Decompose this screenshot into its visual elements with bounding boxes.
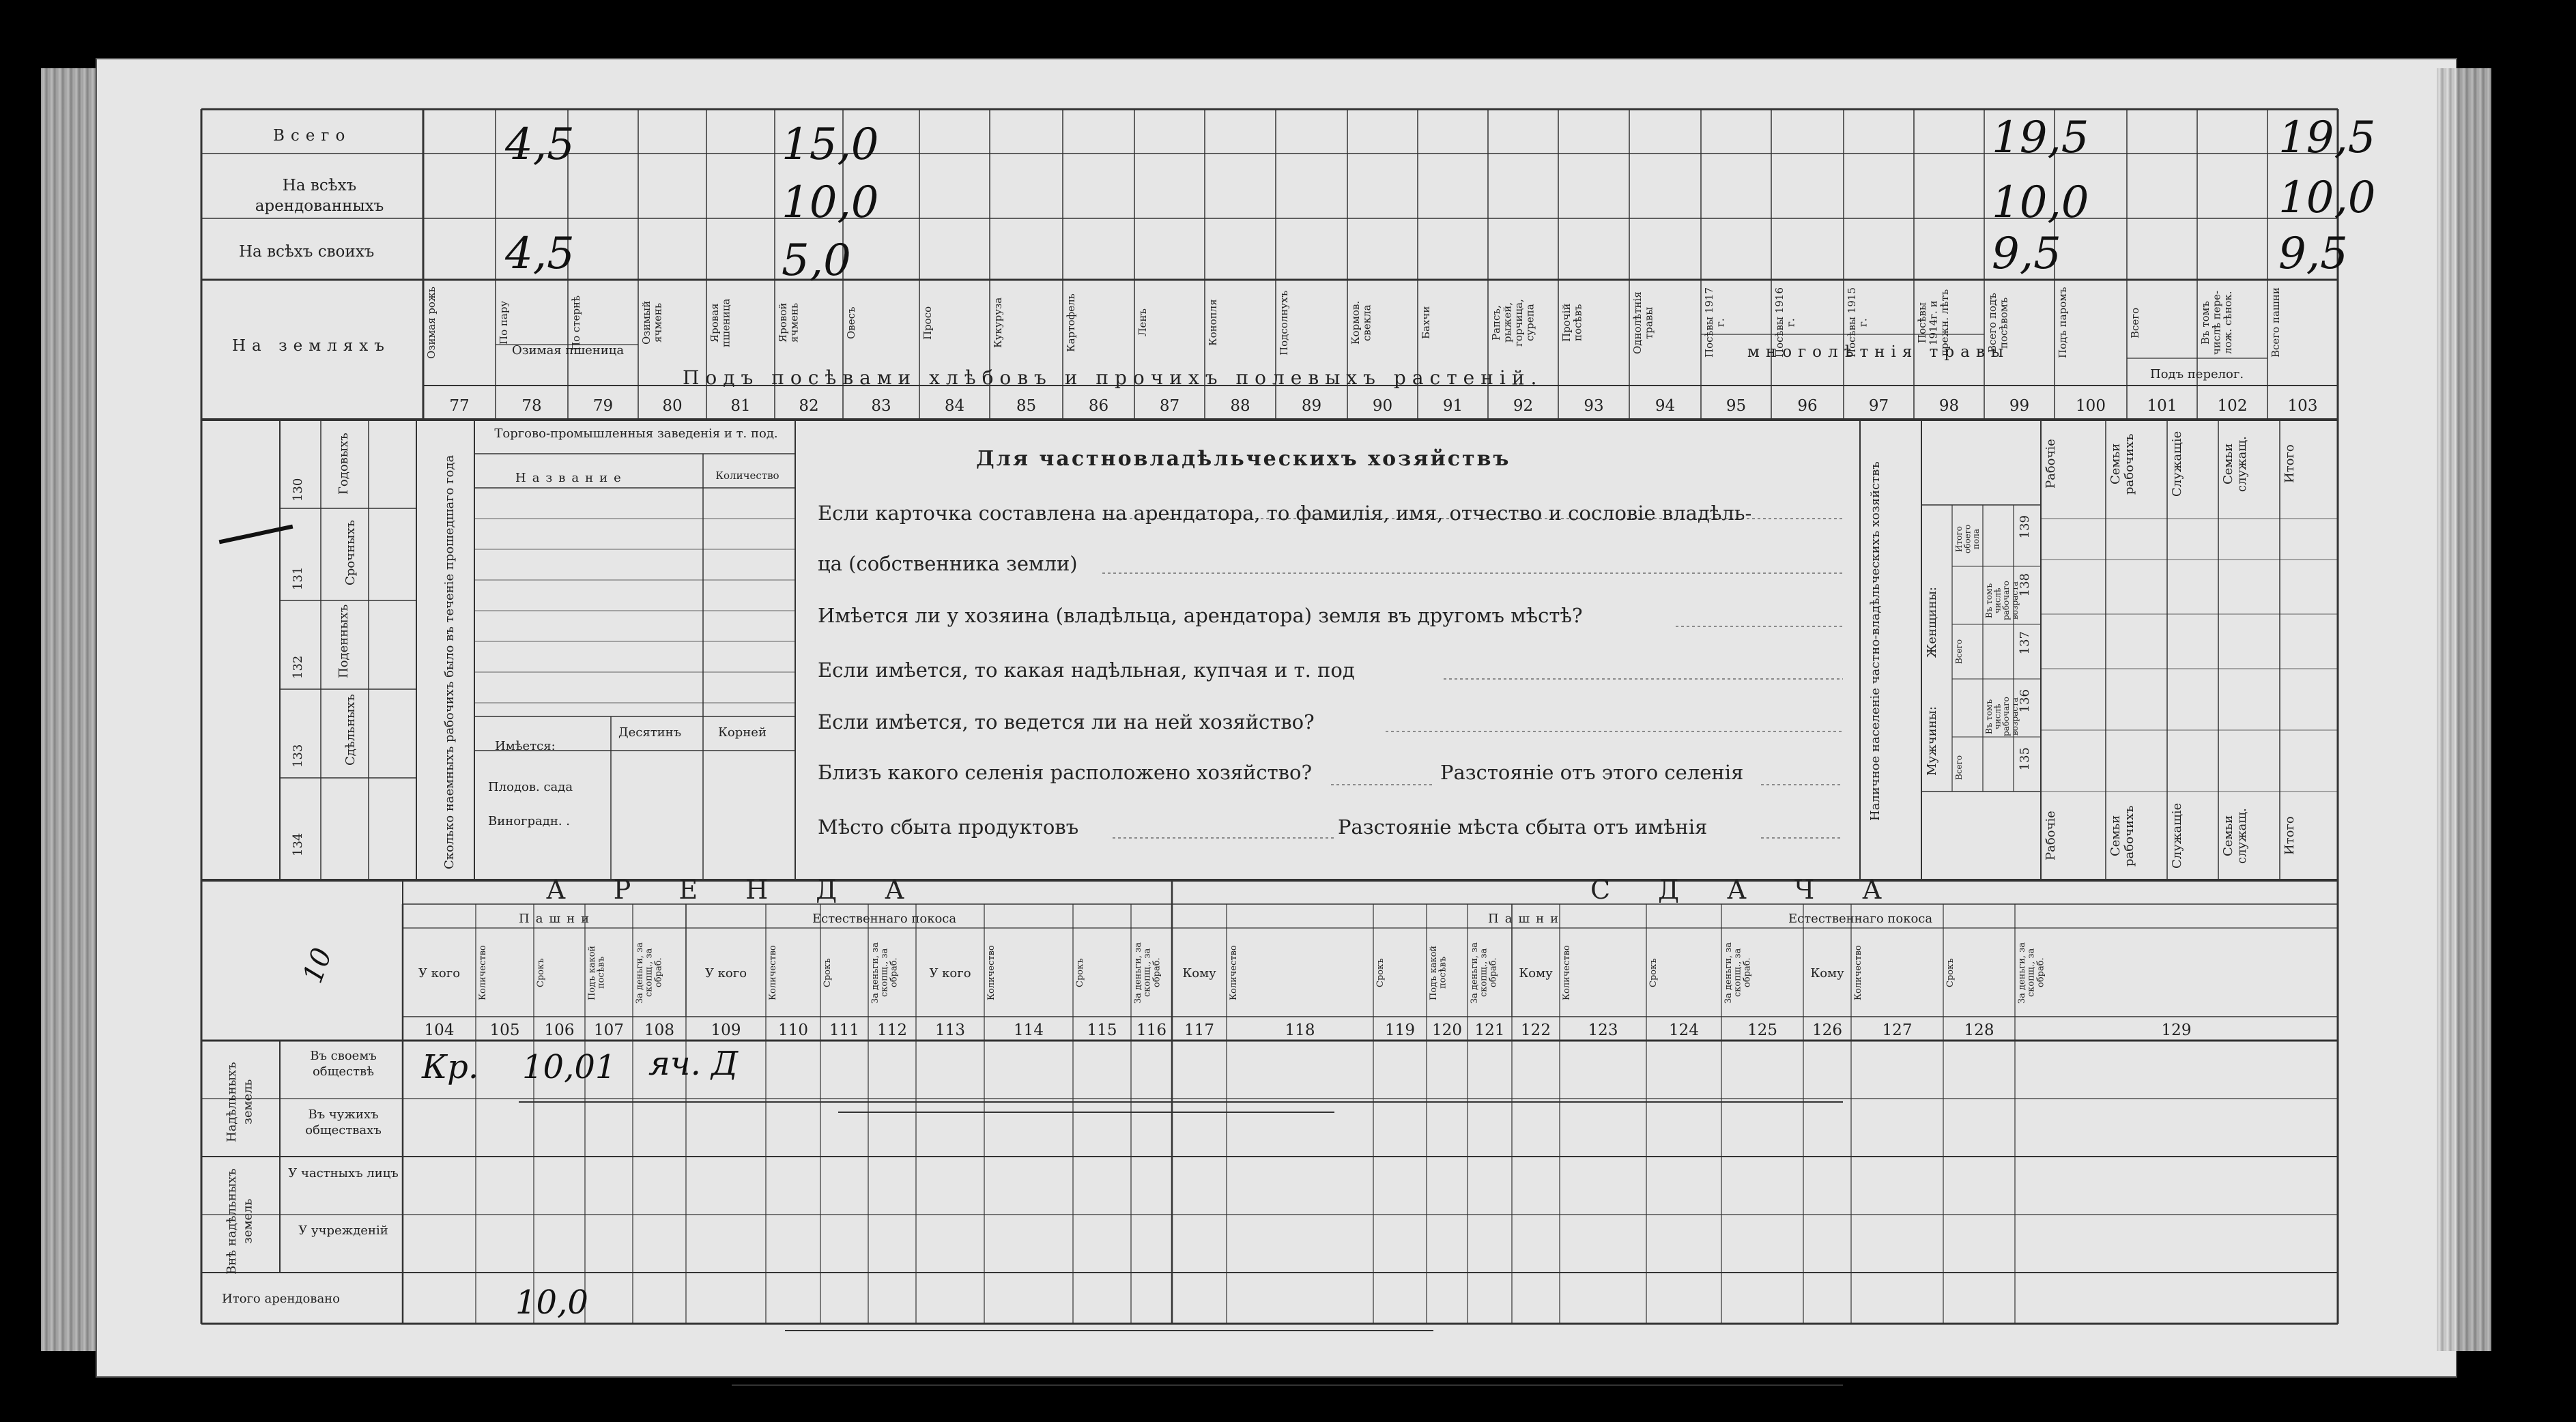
worker-col-label-131: Срочныхъ (343, 520, 358, 585)
right-col-bot-2: Семьи рабочихъ (2108, 805, 2136, 867)
bottom-col-number-122: 122 (1521, 1021, 1551, 1039)
worker-col-num-130: 130 (291, 478, 305, 502)
bottom-header-19: Кому (1519, 966, 1553, 981)
under-fallow-label: Подъ перелог. (2150, 367, 2244, 381)
bottom-col-number-110: 110 (778, 1021, 808, 1039)
bottom-header-11: Количество (986, 945, 997, 1000)
top-col-number-93: 93 (1584, 397, 1604, 415)
top-col-number-91: 91 (1442, 397, 1463, 415)
row-label-own: На всѣхъ своихъ (239, 243, 375, 261)
top-header-13: Подсолнухъ (1278, 290, 1290, 356)
right-col-bot-1: Рабочіе (2044, 811, 2058, 861)
hw-rent-crop: яч. Д (648, 1045, 739, 1083)
pop-num-138: 138 (2018, 573, 2032, 597)
top-col-number-85: 85 (1016, 397, 1037, 415)
question-3: Имѣется ли у хозяина (владѣльца, арендатора) земля въ другомъ мѣстѣ? (818, 604, 1583, 627)
right-col-bot-4: Семьи служащ. (2221, 808, 2249, 864)
bottom-col-number-116: 116 (1136, 1021, 1167, 1039)
worker-col-num-131: 131 (291, 566, 305, 590)
top-header-18: Однолѣтнія травы (1631, 291, 1655, 354)
bottom-header-7: Количество (768, 945, 778, 1000)
bottom-col-number-117: 117 (1184, 1021, 1214, 1039)
sdacha-pokos: Естественнаго покоса (1788, 912, 1933, 926)
population-title: Наличное населеніе частно-владѣльческихъ хозяйствъ (1868, 461, 1883, 822)
pop-men-working: Въ томъ числѣ рабочаго возраста (1984, 697, 2020, 736)
bottom-header-18: За деньги, за скопщ., за обраб. (1470, 942, 1499, 1004)
bottom-header-20: Количество (1562, 945, 1572, 1000)
bottom-header-4: Подъ какой посѣвъ (587, 945, 607, 1000)
top-header-3: По стернѣ (570, 295, 582, 351)
non-allotment-lands-label: Внѣ надѣльныхъ земель (225, 1168, 255, 1275)
hw-total-sown: 19,5 (1992, 113, 2089, 163)
top-col-number-84: 84 (944, 397, 965, 415)
pop-both-sexes: Итого обоего пола (1954, 524, 1981, 554)
bottom-col-number-119: 119 (1385, 1021, 1415, 1039)
right-col-bot-3: Служащіе (2170, 802, 2184, 869)
question-5: Если имѣется, то ведется ли на ней хозяйство? (818, 710, 1315, 734)
top-col-number-86: 86 (1088, 397, 1109, 415)
row-label-lands: На земляхъ (232, 337, 390, 355)
arenda-pokos: Естественнаго покоса (812, 912, 957, 926)
under-crops-label: Подъ посѣвами хлѣбовъ и прочихъ полевыхъ растеній. (683, 366, 1543, 389)
top-header-15: Бахчи (1420, 306, 1432, 340)
top-header-7: Овесъ (845, 306, 857, 339)
top-col-number-95: 95 (1726, 397, 1747, 415)
hw-margin-note: 10 (297, 944, 339, 987)
worker-col-label-132: Поденныхъ (337, 604, 351, 679)
bottom-col-number-128: 128 (1964, 1021, 1994, 1039)
bottom-header-26: За деньги, за скопщ., за обраб. (2017, 942, 2046, 1004)
sdacha-header: СДАЧА (1590, 875, 1930, 905)
row-other-communities: Въ чужихъ обществахъ (305, 1107, 382, 1138)
worker-col-num-134: 134 (291, 832, 305, 856)
top-col-number-90: 90 (1372, 397, 1393, 415)
bottom-col-number-107: 107 (594, 1021, 624, 1039)
top-col-number-99: 99 (2009, 397, 2030, 415)
top-col-number-92: 92 (1513, 397, 1534, 415)
pop-women-total: Всего (1954, 639, 1964, 665)
top-col-number-79: 79 (592, 397, 614, 415)
bottom-col-number-106: 106 (544, 1021, 575, 1039)
bottom-header-13: За деньги, за скопщ., за обраб. (1133, 942, 1162, 1004)
top-col-number-88: 88 (1230, 397, 1250, 415)
top-col-number-81: 81 (730, 397, 751, 415)
top-col-number-77: 77 (449, 397, 470, 415)
has-label: Имѣется: (495, 739, 556, 753)
bottom-header-22: За деньги, за скопщ., за обраб. (1723, 942, 1753, 1004)
bottom-header-24: Количество (1853, 945, 1863, 1000)
hw-total-rye: 4,5 (505, 119, 575, 170)
arenda-header: АРЕНДА (546, 875, 952, 905)
top-col-number-87: 87 (1159, 397, 1180, 415)
hw-own-plough: 9,5 (2278, 229, 2348, 279)
bottom-col-number-108: 108 (644, 1021, 674, 1039)
worker-col-num-133: 133 (291, 744, 305, 768)
pop-num-137: 137 (2018, 631, 2032, 655)
top-col-number-83: 83 (871, 397, 891, 415)
bottom-col-number-121: 121 (1474, 1021, 1505, 1039)
bottom-header-2: Количество (478, 945, 488, 1000)
top-header-27: Всего пашни (2270, 287, 2282, 358)
top-header-9: Кукуруза (992, 297, 1004, 349)
pop-women-working: Въ томъ числѣ рабочаго возраста (1984, 581, 2020, 620)
hw-total-plough: 19,5 (2278, 113, 2376, 163)
bottom-col-number-123: 123 (1588, 1021, 1618, 1039)
pop-women-label: Женщины: (1925, 587, 1939, 658)
bottom-header-17: Подъ какой посѣвъ (1429, 945, 1448, 1000)
top-col-number-101: 101 (2147, 397, 2177, 415)
bottom-header-23: Кому (1810, 966, 1844, 981)
bottom-header-10: У кого (929, 966, 971, 981)
right-col-top-1: Рабочіе (2044, 439, 2058, 489)
vineyard-label: Виноградн. . (488, 814, 570, 828)
hw-total-rented: 10,0 (515, 1283, 588, 1322)
bottom-col-number-113: 113 (935, 1021, 965, 1039)
question-7b: Разстояніе мѣста сбыта отъ имѣнія (1338, 815, 1708, 839)
bottom-header-3: Срокъ (536, 958, 546, 987)
row-own-community: Въ своемъ обществѣ (310, 1049, 377, 1079)
bottom-header-12: Срокъ (1075, 958, 1085, 987)
bottom-col-number-114: 114 (1014, 1021, 1044, 1039)
bottom-col-number-111: 111 (829, 1021, 859, 1039)
top-header-2: По пару (498, 300, 510, 345)
worker-col-num-132: 132 (291, 655, 305, 679)
pop-num-135: 135 (2018, 747, 2032, 771)
question-6b: Разстояніе отъ этого селенія (1440, 761, 1744, 784)
top-header-21: Посѣвы 1915 г. (1846, 287, 1870, 358)
arenda-pashni: Пашни (519, 912, 596, 926)
bottom-col-number-126: 126 (1812, 1021, 1842, 1039)
top-header-14: Кормов. свекла (1349, 300, 1373, 345)
bottom-header-9: За деньги, за скопщ., за обраб. (870, 942, 900, 1004)
bottom-col-number-127: 127 (1882, 1021, 1913, 1039)
top-header-17: Прочій посѣвъ (1560, 303, 1584, 343)
bottom-header-5: За деньги, за скопщ., за обраб. (635, 942, 664, 1004)
top-col-number-103: 103 (2287, 397, 2318, 415)
top-col-number-98: 98 (1938, 397, 1960, 415)
top-header-19: Посѣвы 1917 г. (1703, 287, 1727, 358)
bottom-col-number-120: 120 (1432, 1021, 1462, 1039)
right-col-top-5: Итого (2282, 444, 2297, 484)
dessiatins-header: Десятинъ (618, 725, 682, 740)
top-header-6: Яровой ячмень (777, 302, 801, 343)
question-1: Если карточка составлена на арендатора, то фамилія, имя, отчество и сословіе владѣль- (818, 502, 1752, 525)
question-6: Близъ какого селенія расположено хозяйство? (818, 761, 1313, 784)
top-col-number-82: 82 (799, 397, 819, 415)
top-col-number-78: 78 (521, 397, 542, 415)
top-header-22: Посѣвы 1914г. и прежн. лѣтъ (1916, 289, 1951, 357)
question-4: Если имѣется, то какая надѣльная, купчая и т. под (818, 658, 1355, 682)
top-header-5: Яровая пшеница (709, 298, 732, 347)
hw-rented-plough: 10,0 (2278, 173, 2376, 223)
top-header-12: Конопля (1207, 299, 1219, 347)
pop-num-136: 136 (2018, 689, 2032, 713)
row-total-rented: Итого арендовано (222, 1292, 341, 1306)
top-col-number-94: 94 (1655, 397, 1676, 415)
hw-rent-qty: 10,01 (522, 1048, 616, 1086)
orchard-label: Плодов. сада (488, 780, 573, 794)
perennial-grasses-label: многолѣтнія травы (1747, 343, 2010, 361)
top-header-4: Озимый ячмень (640, 300, 664, 345)
roots-header: Корней (718, 725, 767, 740)
top-header-8: Просо (921, 306, 934, 340)
pop-men-label: Мужчины: (1925, 706, 1939, 776)
bottom-header-8: Срокъ (822, 958, 833, 987)
hw-own-sown: 9,5 (1992, 229, 2061, 279)
bottom-col-number-109: 109 (711, 1021, 741, 1039)
top-col-number-100: 100 (2076, 397, 2106, 415)
bottom-col-number-125: 125 (1747, 1021, 1777, 1039)
trade-name-header: Название (515, 471, 627, 485)
row-label-total: Всего (273, 127, 352, 145)
hw-rented-sown: 10,0 (1992, 177, 2089, 228)
bottom-col-number-129: 129 (2161, 1021, 2192, 1039)
pop-men-total: Всего (1954, 755, 1964, 781)
top-header-26: Въ томъ числѣ пере-лож. сѣнок. (2199, 290, 2234, 356)
top-header-24: Подъ паромъ (2057, 287, 2069, 359)
top-header-1: Озимая рожь (425, 287, 438, 359)
row-institutions: У учрежденій (298, 1223, 388, 1238)
right-col-bot-5: Итого (2282, 816, 2297, 856)
winter-wheat-label: Озимая пшеница (512, 343, 625, 358)
top-header-16: Рапсъ, рыжей, горчица, сурепа (1490, 299, 1536, 347)
top-header-20: Посѣвы 1916 г. (1773, 287, 1797, 358)
private-title: Для частновладѣльческихъ хозяйствъ (976, 447, 1511, 471)
bottom-col-number-118: 118 (1285, 1021, 1315, 1039)
top-col-number-97: 97 (1868, 397, 1889, 415)
bottom-col-number-105: 105 (489, 1021, 520, 1039)
bottom-col-number-104: 104 (424, 1021, 455, 1039)
bottom-header-14: Кому (1182, 966, 1216, 981)
row-private-persons: У частныхъ лицъ (288, 1166, 399, 1180)
allotment-lands-label: Надѣльныхъ земель (225, 1062, 255, 1142)
hw-own-barley: 5,0 (782, 235, 851, 286)
top-header-10: Картофель (1065, 293, 1077, 352)
bottom-col-number-124: 124 (1669, 1021, 1699, 1039)
top-header-25: Всего (2129, 307, 2141, 338)
top-col-number-89: 89 (1301, 397, 1322, 415)
top-col-number-102: 102 (2217, 397, 2248, 415)
trade-qty-header: Количество (715, 469, 779, 482)
right-col-top-2: Семьи рабочихъ (2108, 433, 2136, 495)
hw-lessor: Кр. (422, 1048, 479, 1086)
sdacha-pashni: Пашни (1488, 912, 1565, 926)
bottom-header-25: Срокъ (1945, 958, 1956, 987)
worker-col-label-133: Сдѣльныхъ (343, 694, 358, 766)
top-col-number-96: 96 (1797, 397, 1818, 415)
question-7: Мѣсто сбыта продуктовъ (818, 815, 1079, 839)
bottom-col-number-112: 112 (877, 1021, 907, 1039)
question-2: ца (собственника земли) (818, 552, 1078, 575)
pop-num-139: 139 (2018, 515, 2032, 539)
bottom-header-16: Срокъ (1375, 958, 1386, 987)
top-header-11: Ленъ (1136, 308, 1149, 337)
hw-rented-barley: 10,0 (782, 177, 879, 228)
bottom-header-21: Срокъ (1648, 958, 1659, 987)
bottom-header-1: У кого (418, 966, 461, 981)
bottom-header-15: Количество (1229, 945, 1239, 1000)
right-col-top-3: Служащіе (2170, 431, 2184, 497)
hired-workers-title: Сколько наемныхъ рабочихъ было въ теченіе прошедшаго года (442, 454, 457, 869)
top-header-23: Всего подъ посѣвомъ (1986, 293, 2010, 353)
bottom-header-6: У кого (704, 966, 747, 981)
right-col-top-4: Семьи служащ. (2221, 436, 2249, 492)
row-label-rented: На всѣхъ арендованныхъ (255, 177, 384, 215)
top-col-number-80: 80 (662, 397, 683, 415)
bottom-col-number-115: 115 (1087, 1021, 1117, 1039)
worker-col-label-130: Годовыхъ (337, 433, 351, 495)
hw-total-barley: 15,0 (782, 119, 879, 170)
hw-own-rye: 4,5 (505, 229, 575, 279)
trade-title: Торгово-промышленныя заведенія и т. под. (494, 426, 778, 441)
